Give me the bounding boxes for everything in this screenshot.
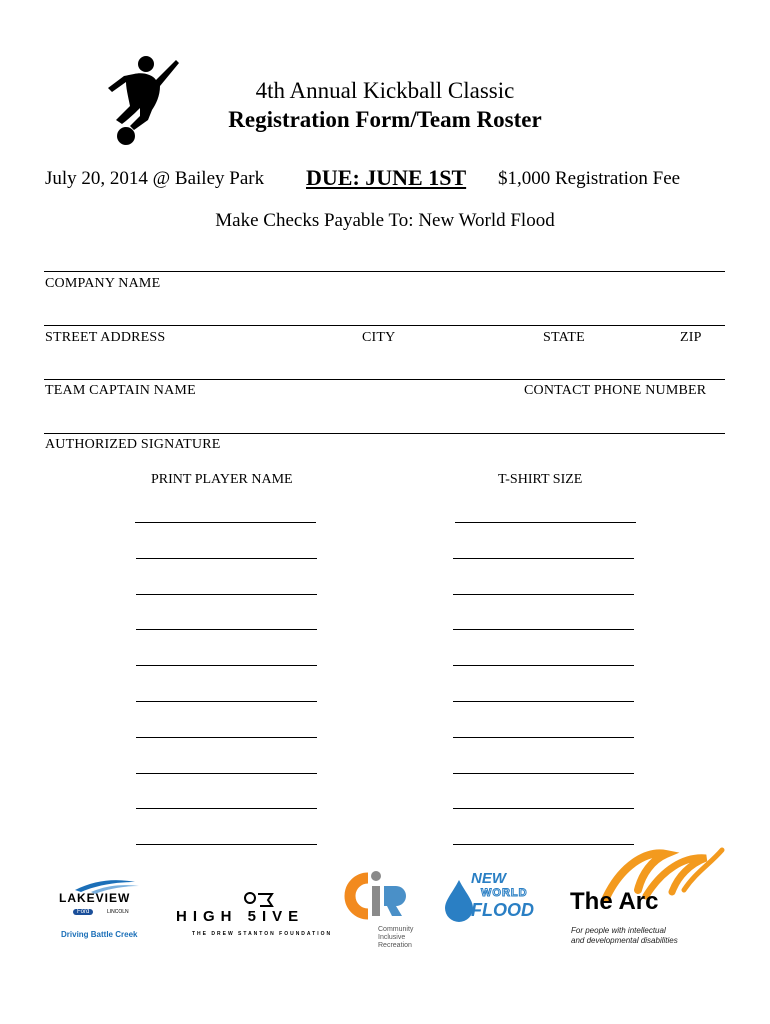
checks-payable: Make Checks Payable To: New World Flood [215,210,555,231]
lincoln-text: LINCOLN [107,909,129,915]
signature-line[interactable] [44,433,725,434]
lakeview-logo [55,876,155,946]
arc-name: The Arc [570,888,659,915]
tshirt-size-line[interactable] [453,594,634,595]
tshirt-size-line[interactable] [453,808,634,809]
arc-tagline-2: and developmental disabilities [571,936,678,945]
player-name-line[interactable] [136,808,317,809]
player-name-line[interactable] [136,594,317,595]
due-date: DUE: JUNE 1ST [306,165,467,190]
signature-label: AUTHORIZED SIGNATURE [45,437,221,452]
player-name-line[interactable] [136,844,317,845]
nwf-line1: NEW [471,870,506,887]
tshirt-size-header: T-SHIRT SIZE [498,472,583,487]
player-name-line[interactable] [136,629,317,630]
phone-label: CONTACT PHONE NUMBER [524,383,707,398]
tshirt-size-line[interactable] [453,665,634,666]
lakeview-name: LAKEVIEW [59,891,131,905]
high-five-subtitle: THE DREW STANTON FOUNDATION [192,931,333,937]
player-name-line[interactable] [136,701,317,702]
cir-line3: Recreation [378,942,412,949]
city-label: CITY [362,330,396,345]
high-five-name: HIGH 5IVE [176,908,305,925]
zip-label: ZIP [680,330,702,345]
street-label: STREET ADDRESS [45,330,166,345]
address-line[interactable] [44,325,725,326]
arc-tagline-1: For people with intellectual [571,926,666,935]
tshirt-size-line[interactable] [453,773,634,774]
captain-label: TEAM CAPTAIN NAME [45,383,196,398]
player-name-line[interactable] [135,522,316,523]
player-name-line[interactable] [136,665,317,666]
company-line[interactable] [44,271,725,272]
the-arc-logo [566,846,726,951]
nwf-line2: WORLD [481,887,528,899]
form-title: Registration Form/Team Roster [228,107,542,132]
state-label: STATE [543,330,585,345]
captain-line[interactable] [44,379,725,380]
cir-mark-icon [340,864,415,924]
tshirt-size-line[interactable] [453,701,634,702]
ford-badge: Ford [73,909,93,915]
event-title: 4th Annual Kickball Classic [255,78,515,103]
new-world-flood-logo [441,870,551,926]
lakeview-tagline: Driving Battle Creek [61,930,138,939]
player-name-line[interactable] [136,558,317,559]
cir-line1: Community [378,926,414,933]
cir-line2: Inclusive [378,934,406,941]
player-name-line[interactable] [136,773,317,774]
tshirt-size-line[interactable] [453,558,634,559]
cir-logo [340,864,430,954]
company-label: COMPANY NAME [45,276,161,291]
tshirt-size-line[interactable] [453,737,634,738]
player-name-header: PRINT PLAYER NAME [151,472,293,487]
high-five-logo [176,890,331,940]
tshirt-size-line[interactable] [453,629,634,630]
nwf-line3: FLOOD [471,900,534,920]
registration-fee: $1,000 Registration Fee [498,168,681,189]
player-name-line[interactable] [136,737,317,738]
event-date-location: July 20, 2014 @ Bailey Park [45,168,265,189]
tshirt-size-line[interactable] [455,522,636,523]
